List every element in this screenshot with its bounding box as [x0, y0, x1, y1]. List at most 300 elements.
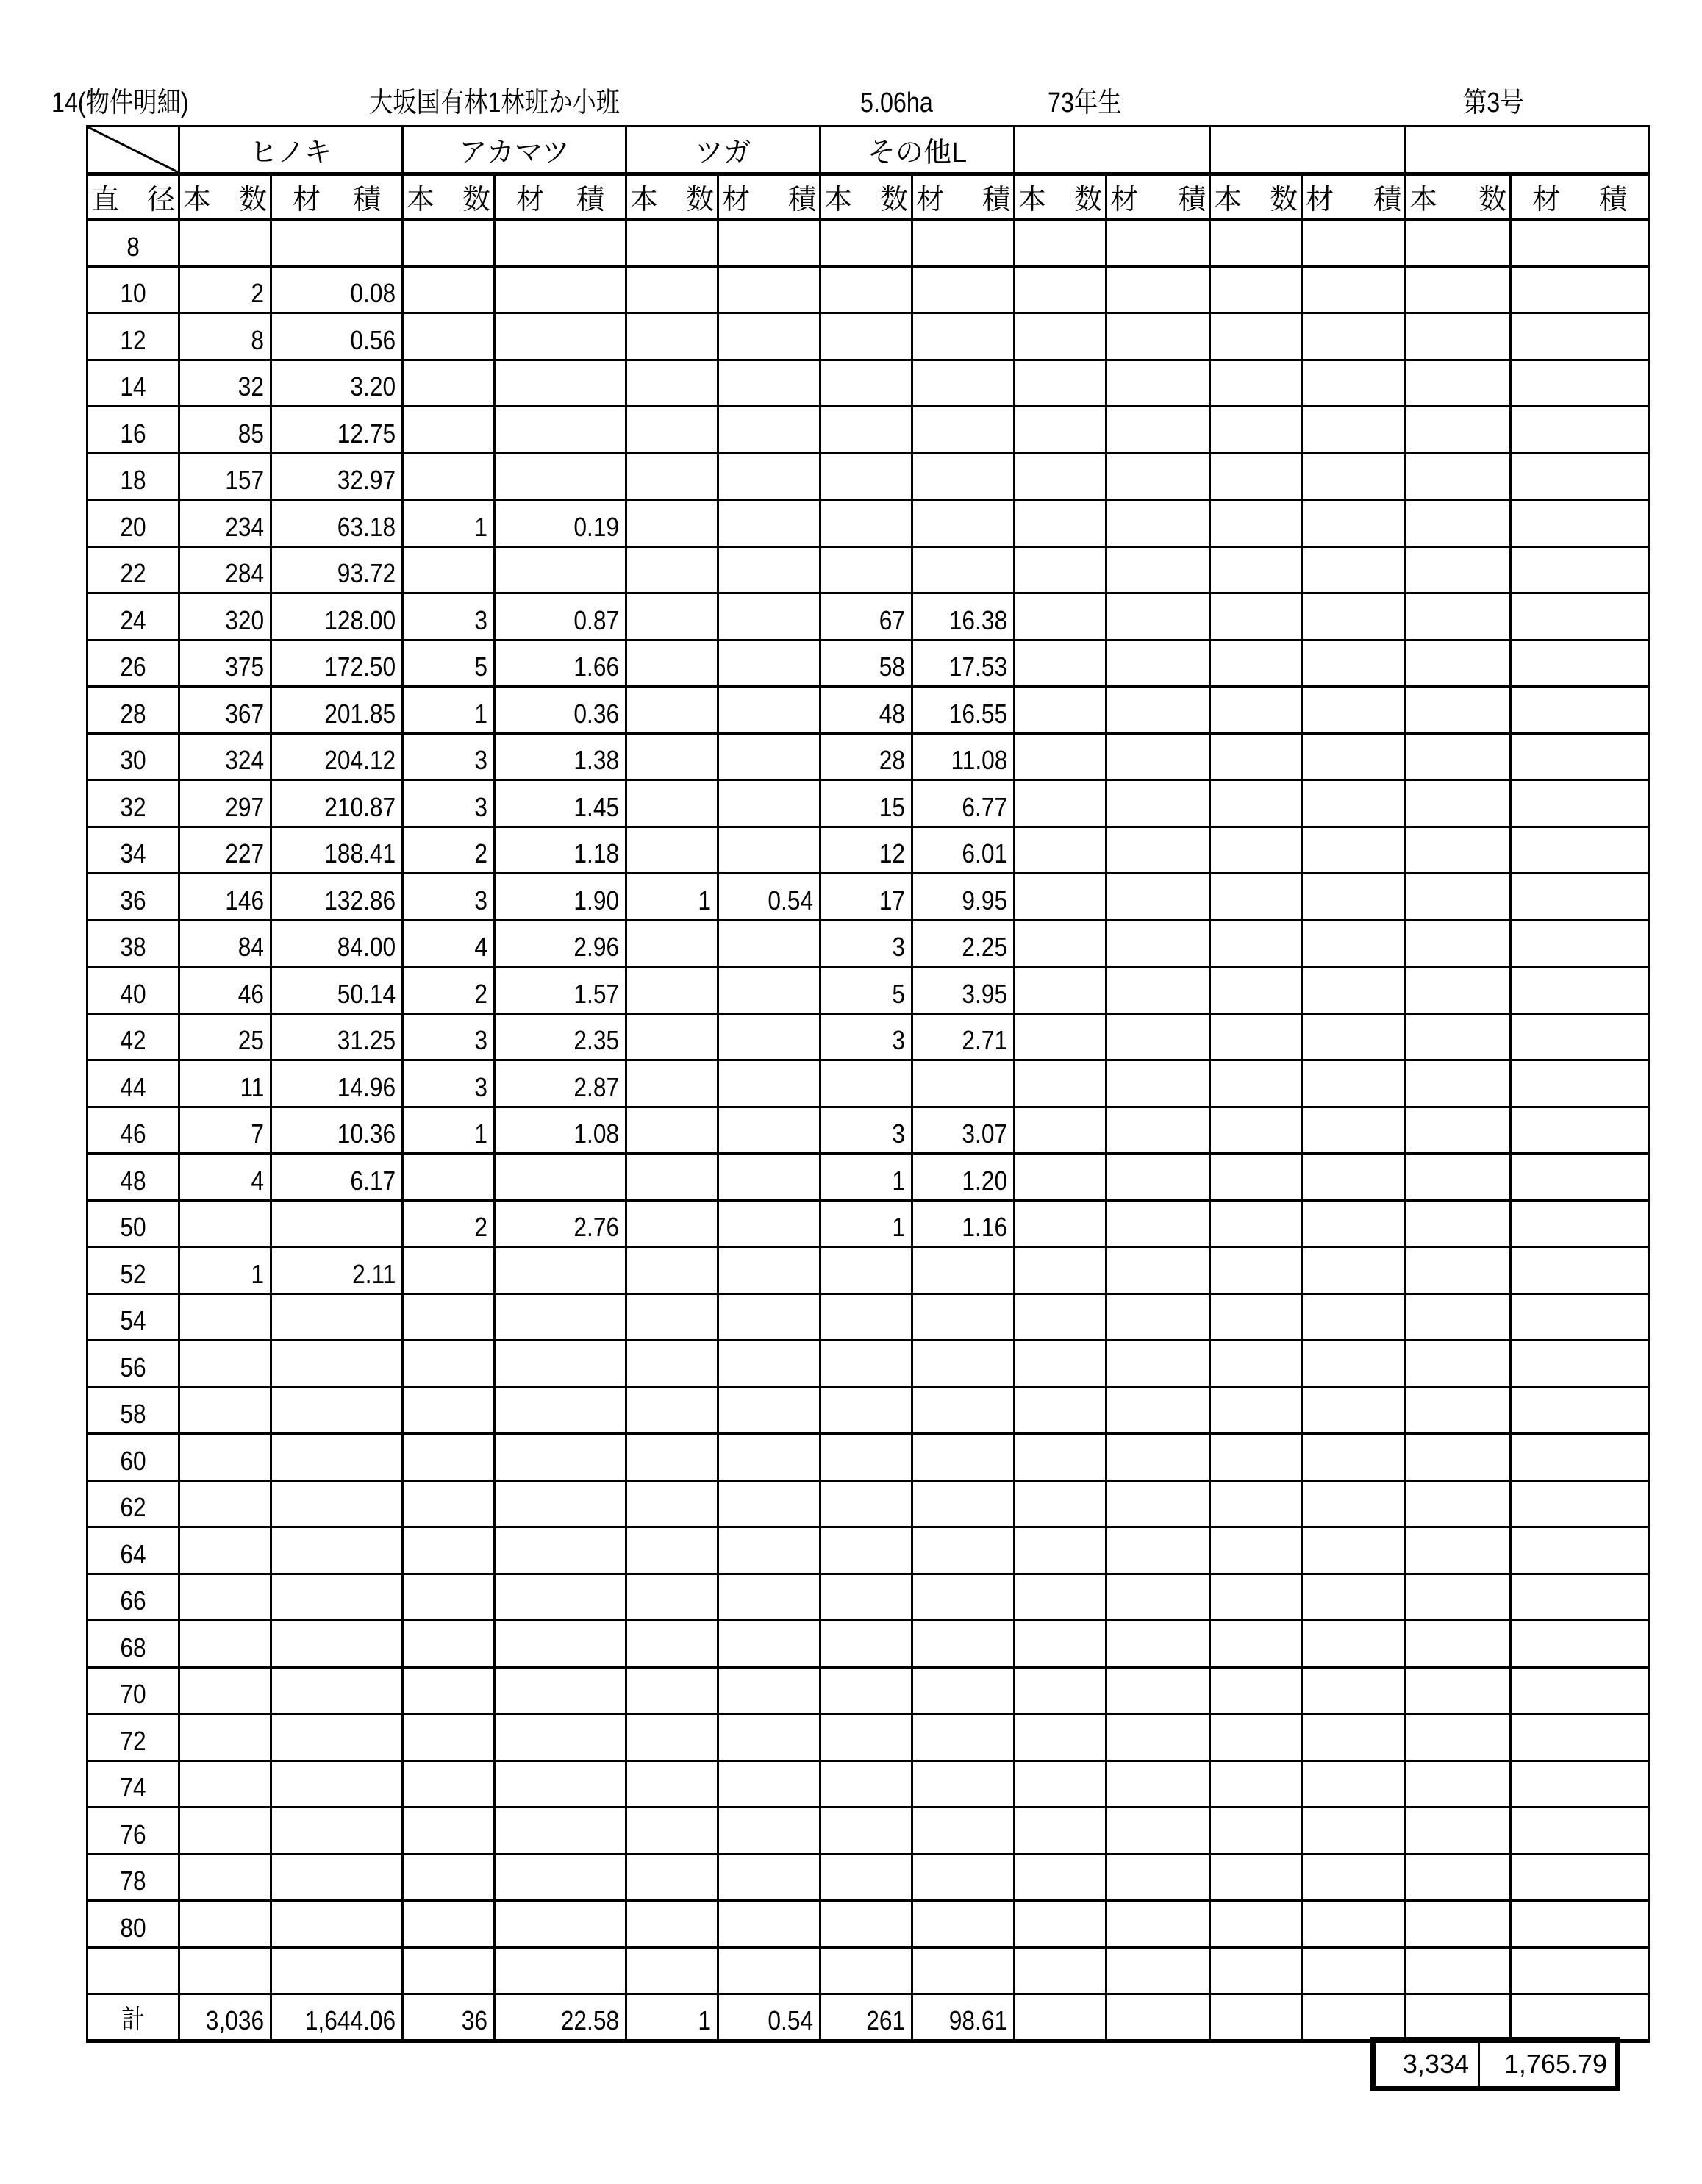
volume-cell [1106, 967, 1210, 1014]
count-cell [1015, 1434, 1106, 1481]
diameter-cell: 48 [87, 1154, 179, 1201]
count-cell [403, 1760, 495, 1807]
table-row [87, 1200, 1649, 1247]
count-cell: 297 [179, 780, 271, 827]
volume-cell: 6.01 [912, 827, 1015, 874]
grand-total-box [1373, 2039, 1618, 2089]
volume-cell [1302, 874, 1406, 921]
volume-cell [718, 1947, 820, 1994]
count-cell: 11 [179, 1060, 271, 1107]
volume-cell [718, 687, 820, 734]
count-cell [1406, 313, 1511, 360]
count-cell [626, 1947, 718, 1994]
count-cell [626, 1714, 718, 1761]
count-cell [1210, 640, 1302, 687]
volume-cell [718, 220, 820, 267]
count-cell: 3 [820, 1013, 912, 1060]
volume-cell [495, 266, 626, 313]
count-cell [1015, 593, 1106, 640]
count-cell: 157 [179, 453, 271, 500]
diameter-cell: 36 [87, 874, 179, 921]
count-cell [626, 1387, 718, 1434]
count-cell [1015, 874, 1106, 921]
count-cell [1210, 1807, 1302, 1855]
volume-cell [271, 1293, 403, 1341]
species-header: ツガ [626, 126, 820, 174]
volume-cell [1106, 1901, 1210, 1948]
volume-cell: 14.96 [271, 1060, 403, 1107]
form-label: 14(物件明細) [51, 88, 189, 118]
volume-cell: 2.11 [271, 1247, 403, 1294]
count-cell: 375 [179, 640, 271, 687]
volume-cell [1511, 1387, 1649, 1434]
volume-cell: 1.18 [495, 827, 626, 874]
volume-cell [1106, 1994, 1210, 2041]
volume-cell [271, 1434, 403, 1481]
volume-cell [1511, 1293, 1649, 1341]
table-row [87, 1714, 1649, 1761]
count-cell [626, 407, 718, 454]
count-cell [626, 220, 718, 267]
volume-cell [1511, 687, 1649, 734]
volume-cell [1106, 1807, 1210, 1855]
volume-cell [1302, 1434, 1406, 1481]
volume-cell: 16.55 [912, 687, 1015, 734]
volume-cell [495, 1621, 626, 1668]
volume-cell [1511, 593, 1649, 640]
volume-cell [1511, 1854, 1649, 1901]
volume-cell: 172.50 [271, 640, 403, 687]
volume-cell [1511, 313, 1649, 360]
count-cell [1406, 1247, 1511, 1294]
count-cell [179, 1341, 271, 1388]
count-header: 本 数 [820, 174, 912, 220]
count-cell [1406, 1341, 1511, 1388]
volume-cell [495, 1807, 626, 1855]
table-row [87, 1060, 1649, 1107]
count-cell [626, 1200, 718, 1247]
count-cell [403, 1807, 495, 1855]
volume-cell [1106, 1200, 1210, 1247]
count-cell [1015, 313, 1106, 360]
count-cell [820, 1527, 912, 1574]
volume-cell [1302, 1807, 1406, 1855]
count-cell [403, 1480, 495, 1527]
diameter-cell: 68 [87, 1621, 179, 1668]
count-cell [1015, 1480, 1106, 1527]
volume-cell [1106, 733, 1210, 780]
volume-cell [718, 1760, 820, 1807]
volume-cell [718, 1293, 820, 1341]
species-header: アカマツ [403, 126, 626, 174]
volume-cell [1302, 1854, 1406, 1901]
volume-cell [718, 1060, 820, 1107]
table-row [87, 1434, 1649, 1481]
table-row [87, 1947, 1649, 1994]
diameter-cell: 52 [87, 1247, 179, 1294]
count-cell [1015, 407, 1106, 454]
volume-cell [1302, 1901, 1406, 1948]
volume-cell [495, 1293, 626, 1341]
count-cell [1406, 1854, 1511, 1901]
count-cell [1015, 220, 1106, 267]
volume-cell [1106, 1480, 1210, 1527]
count-cell: 1 [820, 1200, 912, 1247]
table-row [87, 1154, 1649, 1201]
count-cell: 17 [820, 874, 912, 921]
count-cell [1406, 1574, 1511, 1621]
volume-header: 材 積 [495, 174, 626, 220]
volume-cell [271, 1854, 403, 1901]
count-cell [626, 1293, 718, 1341]
species-header: ヒノキ [179, 126, 403, 174]
count-cell [1210, 1247, 1302, 1294]
volume-cell [1106, 1341, 1210, 1388]
diameter-cell: 16 [87, 407, 179, 454]
volume-header: 材 積 [1302, 174, 1406, 220]
count-cell [626, 1480, 718, 1527]
volume-cell [718, 1807, 820, 1855]
volume-cell [1302, 266, 1406, 313]
volume-cell [718, 827, 820, 874]
count-cell [179, 1807, 271, 1855]
diameter-cell: 10 [87, 266, 179, 313]
count-cell [179, 1714, 271, 1761]
volume-cell: 2.71 [912, 1013, 1015, 1060]
volume-cell [1302, 407, 1406, 454]
count-cell [1015, 1760, 1106, 1807]
count-cell [1210, 1760, 1302, 1807]
diameter-cell: 56 [87, 1341, 179, 1388]
volume-cell: 128.00 [271, 593, 403, 640]
volume-cell [1511, 780, 1649, 827]
table-row [87, 360, 1649, 407]
count-cell [179, 1854, 271, 1901]
volume-cell [1302, 1200, 1406, 1247]
volume-cell [1302, 453, 1406, 500]
count-cell [626, 1667, 718, 1714]
diameter-cell: 78 [87, 1854, 179, 1901]
count-cell [820, 1574, 912, 1621]
volume-cell [1106, 593, 1210, 640]
count-cell: 46 [179, 967, 271, 1014]
volume-header: 材 積 [1511, 174, 1649, 220]
count-cell [820, 1621, 912, 1668]
count-cell [403, 407, 495, 454]
volume-cell [1511, 1247, 1649, 1294]
totals-row [87, 1994, 1649, 2041]
count-cell [1015, 1574, 1106, 1621]
diameter-cell: 80 [87, 1901, 179, 1948]
volume-cell: 10.36 [271, 1107, 403, 1154]
volume-cell: 32.97 [271, 453, 403, 500]
volume-cell [1106, 1154, 1210, 1201]
volume-cell [1511, 453, 1649, 500]
volume-cell: 1.45 [495, 780, 626, 827]
volume-cell [495, 1154, 626, 1201]
volume-cell [718, 1341, 820, 1388]
volume-cell [1106, 827, 1210, 874]
volume-cell: 188.41 [271, 827, 403, 874]
volume-cell [495, 1527, 626, 1574]
volume-cell [912, 1387, 1015, 1434]
count-cell [1210, 1060, 1302, 1107]
volume-cell [271, 1714, 403, 1761]
volume-cell [718, 1480, 820, 1527]
table-row [87, 687, 1649, 734]
volume-cell [718, 593, 820, 640]
table-row [87, 1107, 1649, 1154]
count-cell: 5 [820, 967, 912, 1014]
volume-cell [1511, 920, 1649, 967]
count-cell [179, 1387, 271, 1434]
count-cell [403, 1341, 495, 1388]
count-cell [626, 266, 718, 313]
volume-cell [1106, 1574, 1210, 1621]
count-header: 本 数 [1406, 174, 1511, 220]
count-cell [1015, 1247, 1106, 1294]
count-cell [1406, 1947, 1511, 1994]
count-cell [626, 1434, 718, 1481]
count-cell [1015, 1200, 1106, 1247]
count-cell [1406, 1527, 1511, 1574]
count-cell [1015, 1341, 1106, 1388]
count-cell [1406, 1621, 1511, 1668]
count-cell [1406, 1480, 1511, 1527]
volume-cell [718, 1901, 820, 1948]
count-cell: 3,036 [179, 1994, 271, 2041]
count-cell [1406, 1667, 1511, 1714]
volume-cell [718, 1854, 820, 1901]
volume-cell [271, 1574, 403, 1621]
volume-cell [1106, 546, 1210, 593]
volume-cell [1511, 407, 1649, 454]
count-cell [1210, 967, 1302, 1014]
volume-cell [718, 1621, 820, 1668]
volume-cell [912, 266, 1015, 313]
count-cell [1210, 920, 1302, 967]
volume-cell [1302, 1667, 1406, 1714]
count-cell [1210, 220, 1302, 267]
volume-cell: 31.25 [271, 1013, 403, 1060]
count-cell [820, 1947, 912, 1994]
volume-cell [718, 266, 820, 313]
diameter-cell: 44 [87, 1060, 179, 1107]
volume-cell: 0.19 [495, 500, 626, 547]
volume-cell [912, 360, 1015, 407]
diameter-cell: 38 [87, 920, 179, 967]
count-cell [1210, 1013, 1302, 1060]
volume-cell: 0.87 [495, 593, 626, 640]
volume-cell [495, 1434, 626, 1481]
volume-cell [1302, 780, 1406, 827]
volume-cell [1302, 360, 1406, 407]
volume-cell [1511, 1760, 1649, 1807]
volume-cell [1302, 920, 1406, 967]
volume-cell [1106, 687, 1210, 734]
volume-cell: 6.17 [271, 1154, 403, 1201]
volume-cell [495, 1667, 626, 1714]
volume-cell: 1.08 [495, 1107, 626, 1154]
count-cell [1015, 1387, 1106, 1434]
diameter-cell: 24 [87, 593, 179, 640]
count-cell [1406, 967, 1511, 1014]
count-cell [820, 546, 912, 593]
count-cell [1210, 360, 1302, 407]
volume-cell: 17.53 [912, 640, 1015, 687]
volume-cell [912, 1621, 1015, 1668]
volume-cell [495, 360, 626, 407]
volume-cell [1106, 874, 1210, 921]
volume-cell [718, 1667, 820, 1714]
volume-cell [271, 220, 403, 267]
volume-cell [1106, 453, 1210, 500]
volume-cell [495, 1480, 626, 1527]
volume-cell [718, 360, 820, 407]
count-cell [1406, 1293, 1511, 1341]
volume-cell [271, 1527, 403, 1574]
volume-cell [1106, 360, 1210, 407]
volume-cell [495, 453, 626, 500]
volume-cell [1106, 313, 1210, 360]
count-cell [626, 1013, 718, 1060]
volume-cell [1302, 1574, 1406, 1621]
count-cell [179, 1293, 271, 1341]
count-cell: 3 [403, 593, 495, 640]
stand-age: 73年生 [1048, 88, 1122, 118]
species-header [1015, 126, 1210, 174]
volume-cell [1511, 266, 1649, 313]
count-cell [179, 1527, 271, 1574]
count-cell: 324 [179, 733, 271, 780]
count-cell [1015, 780, 1106, 827]
volume-cell [1511, 874, 1649, 921]
count-cell [1406, 874, 1511, 921]
volume-cell: 12.75 [271, 407, 403, 454]
diameter-cell: 58 [87, 1387, 179, 1434]
count-cell [626, 1060, 718, 1107]
diameter-cell: 66 [87, 1574, 179, 1621]
table-row [87, 1901, 1649, 1948]
volume-cell [718, 780, 820, 827]
volume-cell [1106, 407, 1210, 454]
count-cell [820, 1667, 912, 1714]
count-cell: 58 [820, 640, 912, 687]
count-cell [820, 1854, 912, 1901]
volume-cell [271, 1947, 403, 1994]
count-cell [626, 593, 718, 640]
count-cell [626, 687, 718, 734]
volume-cell [912, 1434, 1015, 1481]
volume-cell: 210.87 [271, 780, 403, 827]
volume-cell [1511, 500, 1649, 547]
count-cell [1406, 1387, 1511, 1434]
volume-cell: 1.66 [495, 640, 626, 687]
count-cell [403, 360, 495, 407]
count-cell [1406, 1714, 1511, 1761]
volume-cell [1106, 1667, 1210, 1714]
volume-cell [718, 920, 820, 967]
volume-cell [912, 1714, 1015, 1761]
diameter-cell: 8 [87, 220, 179, 267]
count-cell [626, 640, 718, 687]
count-cell [403, 453, 495, 500]
table-row [87, 500, 1649, 547]
count-cell [1015, 827, 1106, 874]
volume-cell [1302, 640, 1406, 687]
volume-cell [1511, 1714, 1649, 1761]
count-cell [820, 1387, 912, 1434]
count-cell [1406, 1901, 1511, 1948]
table-row [87, 920, 1649, 967]
corner-diagonal-cell [87, 126, 179, 174]
count-cell [1210, 1994, 1302, 2041]
volume-cell [912, 1527, 1015, 1574]
count-cell [403, 1621, 495, 1668]
count-cell [1015, 360, 1106, 407]
volume-cell [1511, 1667, 1649, 1714]
volume-cell [1302, 733, 1406, 780]
volume-cell: 1.90 [495, 874, 626, 921]
volume-cell [912, 220, 1015, 267]
count-cell [1210, 1947, 1302, 1994]
count-cell [820, 360, 912, 407]
volume-cell [718, 640, 820, 687]
count-cell [1406, 453, 1511, 500]
diameter-cell: 50 [87, 1200, 179, 1247]
volume-cell [1106, 500, 1210, 547]
volume-cell: 2.25 [912, 920, 1015, 967]
diameter-cell: 76 [87, 1807, 179, 1855]
volume-cell [1106, 1621, 1210, 1668]
count-cell [1406, 733, 1511, 780]
count-cell [1015, 1060, 1106, 1107]
volume-cell: 0.36 [495, 687, 626, 734]
count-cell [1210, 1527, 1302, 1574]
volume-cell [718, 967, 820, 1014]
count-cell [820, 313, 912, 360]
count-cell [1210, 313, 1302, 360]
volume-cell: 0.56 [271, 313, 403, 360]
volume-cell [912, 1574, 1015, 1621]
volume-cell [1106, 1434, 1210, 1481]
count-cell [403, 220, 495, 267]
count-cell [403, 1714, 495, 1761]
volume-cell [1511, 1341, 1649, 1388]
volume-cell [1511, 1527, 1649, 1574]
volume-cell: 132.86 [271, 874, 403, 921]
volume-cell [271, 1480, 403, 1527]
count-cell [1015, 1621, 1106, 1668]
count-cell [1210, 1107, 1302, 1154]
diameter-cell: 62 [87, 1480, 179, 1527]
volume-cell [912, 407, 1015, 454]
volume-cell [718, 1527, 820, 1574]
count-cell [820, 1760, 912, 1807]
count-cell [626, 1574, 718, 1621]
column-header-row [87, 174, 1649, 220]
volume-cell: 1.20 [912, 1154, 1015, 1201]
count-cell [820, 1060, 912, 1107]
table-row [87, 780, 1649, 827]
diameter-cell: 70 [87, 1667, 179, 1714]
volume-cell [1302, 1247, 1406, 1294]
volume-cell: 0.54 [718, 1994, 820, 2041]
volume-cell: 98.61 [912, 1994, 1015, 2041]
count-cell: 3 [820, 920, 912, 967]
volume-cell [718, 733, 820, 780]
volume-cell [912, 546, 1015, 593]
